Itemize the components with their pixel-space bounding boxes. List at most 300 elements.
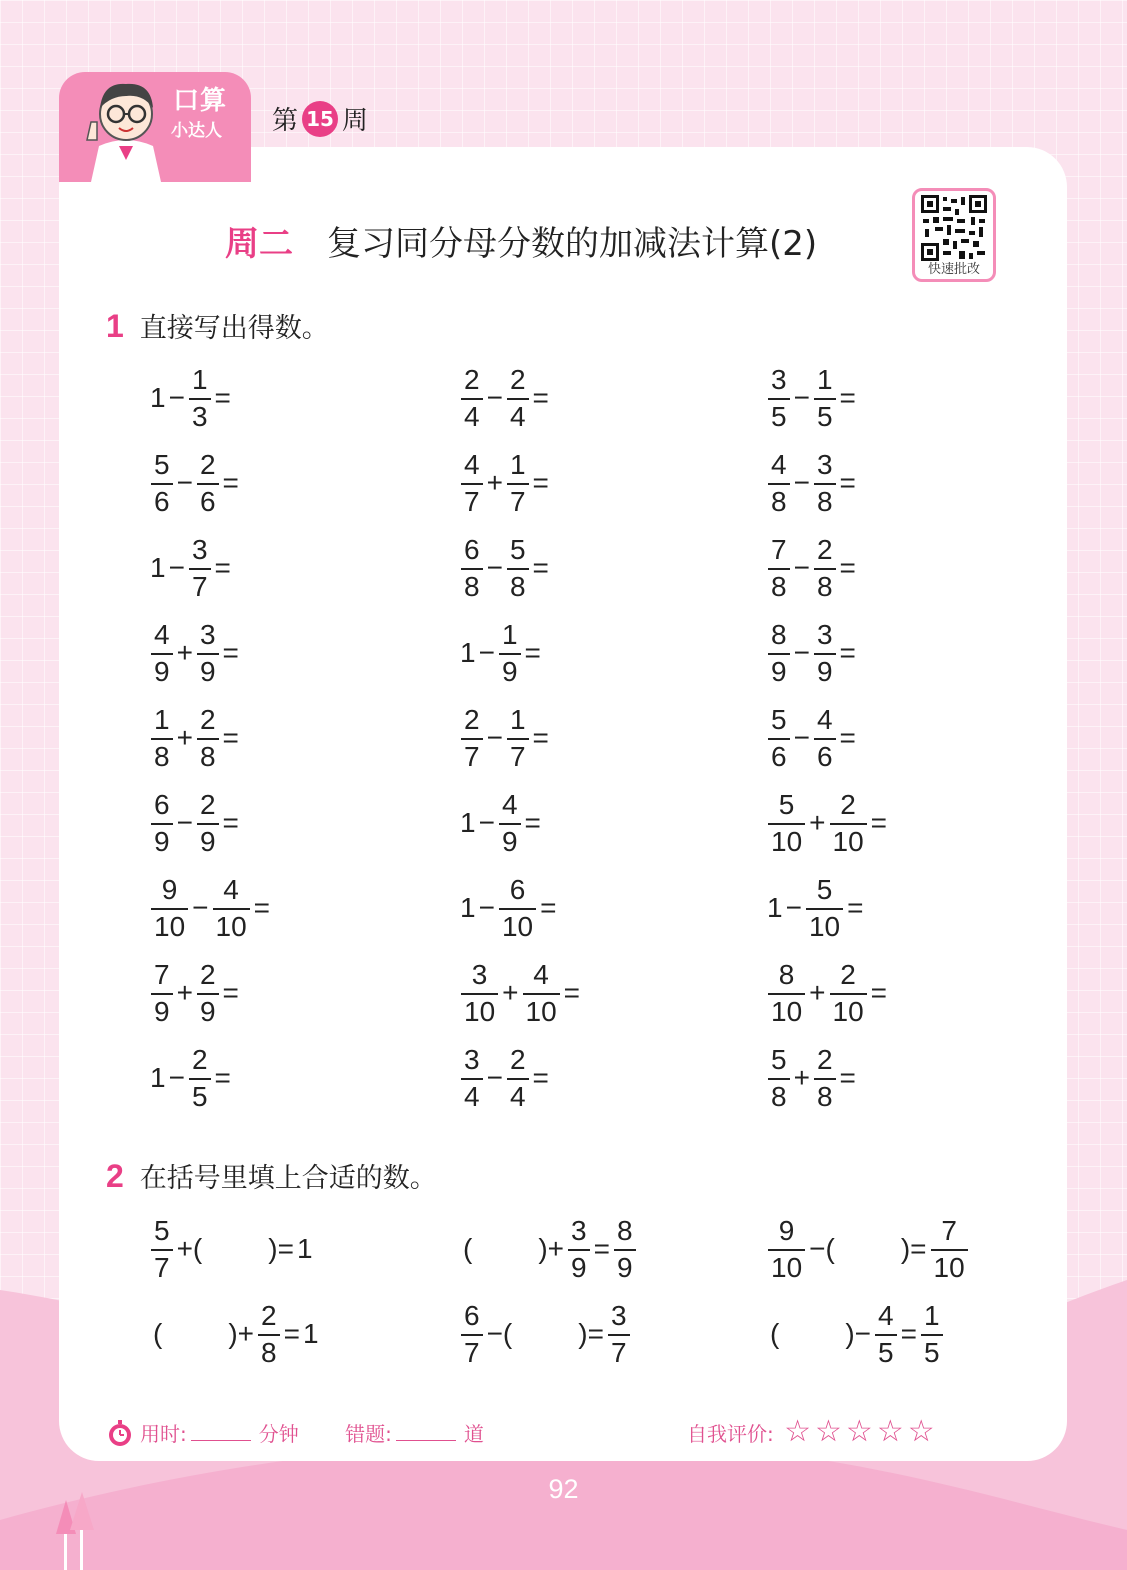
fraction-bar <box>814 738 836 740</box>
denominator: 9 <box>571 1251 587 1283</box>
problem-1-27[interactable] <box>767 1038 859 1118</box>
problem-1-10[interactable] <box>150 613 242 693</box>
operator: = <box>532 1062 549 1093</box>
operator: = <box>222 807 239 838</box>
fraction <box>507 535 529 602</box>
fraction-bar <box>768 1078 790 1080</box>
problem-1-3[interactable] <box>767 358 859 438</box>
qr-label: 快速批改 <box>927 262 980 277</box>
fraction <box>197 790 219 857</box>
numerator: 3 <box>816 618 833 650</box>
fraction <box>151 1216 173 1283</box>
fraction <box>768 960 805 1027</box>
fraction <box>189 365 211 432</box>
numerator: 4 <box>878 1299 894 1331</box>
fraction <box>768 1045 790 1112</box>
numerator: 6 <box>464 1299 480 1331</box>
fraction-bar <box>768 483 790 485</box>
problem-2-2[interactable] <box>460 1209 637 1289</box>
operator: = <box>532 552 549 583</box>
denominator: 9 <box>199 655 216 687</box>
denominator: 10 <box>771 995 803 1027</box>
denominator: 10 <box>501 910 534 942</box>
numerator: 3 <box>199 618 216 650</box>
fraction <box>151 620 173 687</box>
numerator: 2 <box>199 788 216 820</box>
denominator: 4 <box>509 400 526 432</box>
whole-number: 1 <box>150 382 166 413</box>
problem-1-16[interactable] <box>150 783 242 863</box>
fraction-bar <box>461 483 483 485</box>
numerator: 3 <box>464 1043 480 1075</box>
self-rating <box>687 1414 935 1449</box>
whole-number: 1 <box>460 637 476 668</box>
brand-tab <box>59 72 251 182</box>
fraction-bar <box>814 568 836 570</box>
fraction-bar <box>499 653 521 655</box>
fraction <box>197 705 219 772</box>
fraction <box>768 1216 805 1283</box>
operator: − <box>176 807 193 838</box>
operator: = <box>847 892 864 923</box>
problem-1-24[interactable] <box>767 953 890 1033</box>
problem-1-11[interactable] <box>460 613 544 693</box>
denominator: 3 <box>191 400 208 432</box>
week-suffix: 周 <box>342 106 369 136</box>
fraction-bar <box>814 398 836 400</box>
fraction-bar <box>151 483 173 485</box>
numerator: 7 <box>941 1214 957 1246</box>
operator: )= <box>578 1318 604 1349</box>
fraction-bar <box>768 1249 805 1251</box>
numerator: 8 <box>771 618 787 650</box>
problem-1-15[interactable] <box>767 698 859 778</box>
operator: −( <box>809 1233 835 1264</box>
fraction <box>608 1301 630 1368</box>
operator: = <box>532 722 549 753</box>
fraction <box>197 620 219 687</box>
operator: ( <box>153 1318 163 1349</box>
fraction-bar <box>499 908 536 910</box>
section-2-number: 2 <box>106 1158 124 1194</box>
problem-1-22[interactable] <box>150 953 242 1033</box>
problem-2-4[interactable] <box>150 1294 319 1374</box>
problem-1-26[interactable] <box>460 1038 552 1118</box>
fraction <box>461 450 483 517</box>
operator: = <box>253 892 271 923</box>
problem-1-21[interactable] <box>767 868 866 948</box>
section-1-heading <box>106 306 329 345</box>
fraction-bar <box>608 1334 630 1336</box>
denominator: 8 <box>464 570 480 602</box>
problem-1-5[interactable] <box>460 443 552 523</box>
rating-label: 自我评价: <box>687 1422 774 1446</box>
fraction-bar <box>197 738 219 740</box>
fraction-bar <box>768 568 790 570</box>
operator: = <box>839 637 856 668</box>
fraction <box>568 1216 590 1283</box>
fraction-bar <box>461 738 483 740</box>
problem-1-25[interactable] <box>150 1038 234 1118</box>
fraction <box>507 450 529 517</box>
operator: − <box>168 1062 185 1093</box>
denominator: 7 <box>509 740 526 772</box>
fraction <box>875 1301 897 1368</box>
operator: +( <box>176 1233 203 1264</box>
denominator: 5 <box>816 400 833 432</box>
fraction <box>461 705 483 772</box>
denominator: 9 <box>501 825 518 857</box>
operator: − <box>785 892 802 923</box>
fraction-bar <box>814 653 836 655</box>
whole-number: 1 <box>767 892 783 923</box>
denominator: 10 <box>525 995 557 1027</box>
operator: = <box>839 467 856 498</box>
numerator: 5 <box>771 1043 787 1075</box>
numerator: 2 <box>199 958 216 990</box>
fraction <box>830 790 867 857</box>
fraction-bar <box>830 993 867 995</box>
operator: − <box>176 467 193 498</box>
operator: − <box>168 552 185 583</box>
fraction-bar <box>507 568 529 570</box>
numerator: 2 <box>509 363 526 395</box>
operator: + <box>176 977 193 1008</box>
denominator: 10 <box>771 825 803 857</box>
problem-1-4[interactable] <box>150 443 242 523</box>
operator: ( <box>770 1318 780 1349</box>
rating-star-5[interactable]: ☆ <box>907 1414 935 1449</box>
fraction-bar <box>806 908 843 910</box>
fraction <box>507 365 529 432</box>
fraction-bar <box>507 738 529 740</box>
operator: − <box>192 892 209 923</box>
numerator: 2 <box>199 448 216 480</box>
denominator: 9 <box>816 655 833 687</box>
operator: = <box>870 977 888 1008</box>
fraction-bar <box>258 1334 280 1336</box>
title-text: 复习同分母分数的加减法计算(2) <box>327 224 818 264</box>
fraction <box>768 535 790 602</box>
numerator: 1 <box>509 703 526 735</box>
fraction <box>931 1216 968 1283</box>
operator: = <box>524 807 541 838</box>
numerator: 1 <box>501 618 518 650</box>
operator: + <box>176 637 193 668</box>
fraction-bar <box>814 483 836 485</box>
numerator: 4 <box>816 703 833 735</box>
fraction <box>830 960 867 1027</box>
operator: − <box>486 722 503 753</box>
numerator: 5 <box>154 448 170 480</box>
operator: + <box>809 807 826 838</box>
operator: = <box>593 1233 610 1264</box>
problem-2-3[interactable] <box>767 1209 969 1289</box>
fraction-bar <box>499 823 521 825</box>
fraction-bar <box>197 823 219 825</box>
problem-2-6[interactable] <box>767 1294 944 1374</box>
problem-1-23[interactable] <box>460 953 583 1033</box>
operator: − <box>793 637 810 668</box>
fraction <box>258 1301 280 1368</box>
fraction-bar <box>768 738 790 740</box>
fraction <box>213 875 250 942</box>
numerator: 4 <box>223 873 239 905</box>
problem-1-17[interactable] <box>460 783 544 863</box>
fraction-bar <box>151 738 173 740</box>
denominator: 5 <box>191 1080 208 1112</box>
fraction-bar <box>151 823 173 825</box>
numerator: 2 <box>509 1043 526 1075</box>
fraction <box>768 450 790 517</box>
problem-1-14[interactable] <box>460 698 552 778</box>
problem-1-1[interactable] <box>150 358 234 438</box>
section-1-title: 直接写出得数。 <box>139 313 329 344</box>
numerator: 9 <box>778 1214 795 1246</box>
fraction <box>151 875 188 942</box>
fraction <box>507 1045 529 1112</box>
week-label <box>272 100 368 140</box>
denominator: 8 <box>816 570 833 602</box>
rating-star-2[interactable]: ☆ <box>815 1414 842 1449</box>
problem-1-12[interactable] <box>767 613 859 693</box>
week-prefix: 第 <box>272 106 299 136</box>
page-number: 92 <box>548 1474 579 1504</box>
numerator: 3 <box>816 448 833 480</box>
numerator: 2 <box>199 703 216 735</box>
whole-number: 1 <box>302 1318 319 1349</box>
operator: + <box>502 977 519 1008</box>
numerator: 6 <box>464 533 480 565</box>
fraction <box>814 705 836 772</box>
numerator: 2 <box>816 1043 833 1075</box>
numerator: 2 <box>464 363 480 395</box>
operator: = <box>214 552 231 583</box>
operator: − <box>486 1062 503 1093</box>
operator: = <box>283 1318 300 1349</box>
problem-1-9[interactable] <box>767 528 859 608</box>
denominator: 7 <box>464 1336 480 1368</box>
operator: − <box>478 637 495 668</box>
fraction-bar <box>768 653 790 655</box>
numerator: 8 <box>616 1214 633 1246</box>
denominator: 9 <box>771 655 787 687</box>
rating-star-1[interactable]: ☆ <box>784 1414 812 1449</box>
week-number-badge: 15 <box>302 101 338 137</box>
operator: )+ <box>228 1318 255 1349</box>
numerator: 6 <box>509 873 526 905</box>
fraction-bar <box>568 1249 590 1251</box>
section-2-heading <box>106 1156 437 1195</box>
denominator: 6 <box>199 485 216 517</box>
problem-1-18[interactable] <box>767 783 890 863</box>
denominator: 10 <box>808 910 841 942</box>
denominator: 7 <box>610 1336 627 1368</box>
operator: = <box>900 1318 917 1349</box>
denominator: 7 <box>191 570 208 602</box>
operator: = <box>870 807 888 838</box>
rating-star-3[interactable]: ☆ <box>845 1414 873 1449</box>
operator: )= <box>900 1233 927 1264</box>
fraction-bar <box>461 398 483 400</box>
error-blank[interactable] <box>396 1426 456 1441</box>
fraction <box>921 1301 943 1368</box>
fraction <box>461 1301 483 1368</box>
denominator: 8 <box>816 1080 833 1112</box>
fraction <box>189 535 211 602</box>
operator: − <box>168 382 185 413</box>
denominator: 8 <box>261 1336 277 1368</box>
operator: )− <box>845 1318 872 1349</box>
denominator: 9 <box>154 655 170 687</box>
denominator: 10 <box>832 995 864 1027</box>
numerator: 2 <box>840 788 856 820</box>
fraction-bar <box>151 908 188 910</box>
operator: − <box>793 467 810 498</box>
denominator: 6 <box>771 740 787 772</box>
numerator: 1 <box>816 363 833 395</box>
problem-1-8[interactable] <box>460 528 552 608</box>
denominator: 9 <box>199 825 216 857</box>
time-unit: 分钟 <box>258 1422 299 1446</box>
fraction <box>806 875 843 942</box>
time-blank[interactable] <box>191 1426 251 1441</box>
fraction <box>461 960 498 1027</box>
operator: = <box>222 977 239 1008</box>
fraction-bar <box>189 1078 211 1080</box>
operator: = <box>532 467 549 498</box>
problem-2-1[interactable] <box>150 1209 313 1289</box>
numerator: 2 <box>816 533 833 565</box>
problem-1-2[interactable] <box>460 358 552 438</box>
fraction-bar <box>213 908 250 910</box>
numerator: 3 <box>610 1299 627 1331</box>
fraction-bar <box>507 398 529 400</box>
fraction <box>461 535 483 602</box>
whole-number: 1 <box>296 1233 313 1264</box>
fraction-bar <box>523 993 560 995</box>
operator: )+ <box>538 1233 565 1264</box>
qr-code[interactable] <box>912 188 996 282</box>
fraction <box>189 1045 211 1112</box>
fraction-bar <box>768 823 805 825</box>
fraction-bar <box>197 653 219 655</box>
denominator: 8 <box>154 740 170 772</box>
fraction-bar <box>461 1334 483 1336</box>
fraction-bar <box>189 568 211 570</box>
time-label: 用时: <box>140 1422 187 1446</box>
operator: = <box>222 467 239 498</box>
fraction-bar <box>461 993 498 995</box>
fraction <box>768 620 790 687</box>
whole-number: 1 <box>460 892 476 923</box>
numerator: 4 <box>464 448 480 480</box>
fraction <box>814 1045 836 1112</box>
denominator: 8 <box>199 740 216 772</box>
problem-1-6[interactable] <box>767 443 859 523</box>
problem-1-19[interactable] <box>150 868 273 948</box>
denominator: 6 <box>154 485 170 517</box>
numerator: 4 <box>533 958 549 990</box>
operator: ( <box>463 1233 473 1264</box>
numerator: 7 <box>771 533 787 565</box>
operator: = <box>839 722 856 753</box>
qr-code-icon <box>921 195 987 261</box>
operator: = <box>540 892 557 923</box>
fraction <box>507 705 529 772</box>
fraction <box>614 1216 636 1283</box>
footer-left <box>106 1418 484 1447</box>
numerator: 2 <box>840 958 856 990</box>
problem-1-20[interactable] <box>460 868 559 948</box>
brand-title: 口算 <box>173 86 228 116</box>
fraction <box>499 620 521 687</box>
numerator: 5 <box>154 1214 170 1246</box>
denominator: 7 <box>509 485 526 517</box>
numerator: 1 <box>509 448 526 480</box>
operator: = <box>222 637 239 668</box>
numerator: 3 <box>471 958 488 990</box>
fraction <box>768 790 805 857</box>
fraction <box>768 705 790 772</box>
denominator: 9 <box>154 995 170 1027</box>
operator: − <box>793 722 810 753</box>
numerator: 4 <box>154 618 170 650</box>
operator: − <box>793 552 810 583</box>
operator: = <box>532 382 549 413</box>
operator: − <box>793 382 810 413</box>
numerator: 9 <box>161 873 178 905</box>
numerator: 5 <box>778 788 795 820</box>
operator: − <box>486 552 503 583</box>
problem-1-13[interactable] <box>150 698 242 778</box>
denominator: 8 <box>816 485 833 517</box>
numerator: 1 <box>923 1299 940 1331</box>
operator: − <box>478 807 495 838</box>
page-title <box>225 216 817 265</box>
whole-number: 1 <box>150 1062 166 1093</box>
fraction-bar <box>461 568 483 570</box>
tree-decoration-icon <box>52 1490 102 1570</box>
denominator: 8 <box>771 570 787 602</box>
numerator: 1 <box>191 363 208 395</box>
denominator: 5 <box>923 1336 940 1368</box>
operator: = <box>214 382 231 413</box>
fraction <box>461 365 483 432</box>
problem-2-5[interactable] <box>460 1294 631 1374</box>
denominator: 10 <box>933 1251 965 1283</box>
fraction <box>151 705 173 772</box>
numerator: 3 <box>771 363 787 395</box>
fraction-bar <box>151 653 173 655</box>
operator: − <box>486 382 503 413</box>
fraction-bar <box>921 1334 943 1336</box>
rating-star-4[interactable]: ☆ <box>876 1414 904 1449</box>
fraction <box>523 960 560 1027</box>
problem-1-7[interactable] <box>150 528 234 608</box>
numerator: 3 <box>191 533 208 565</box>
day-label: 周二 <box>225 224 293 264</box>
fraction <box>814 365 836 432</box>
operator: = <box>563 977 581 1008</box>
fraction-bar <box>768 398 790 400</box>
fraction-bar <box>875 1334 897 1336</box>
fraction <box>814 620 836 687</box>
numerator: 2 <box>191 1043 208 1075</box>
operator: = <box>222 722 239 753</box>
fraction <box>499 875 536 942</box>
fraction <box>151 450 173 517</box>
